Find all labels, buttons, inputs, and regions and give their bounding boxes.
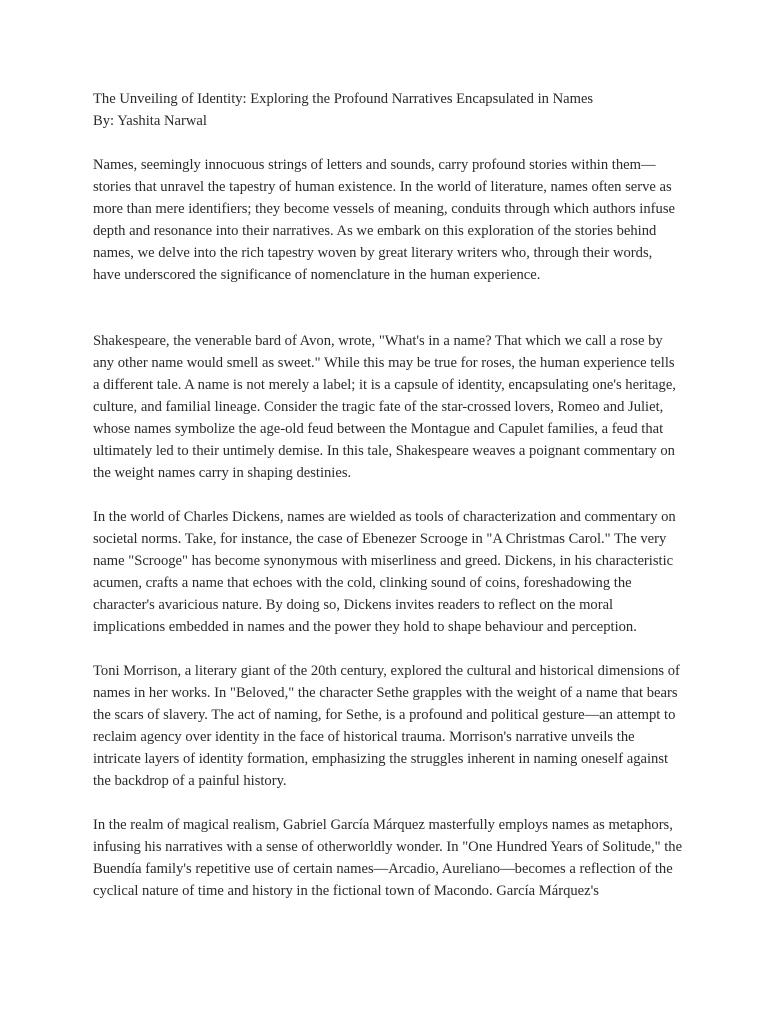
paragraph-dickens: In the world of Charles Dickens, names are wielded as tools of characterization and commentary on societal norms. Take, for instance, the case of Ebenezer Scrooge in "A Christmas Carol." The very name "Scrooge" has become synonymous with miserliness and greed. Dickens, in his characteristic acumen, crafts a name that echoes with the cold, clinking sound of coins, foreshadowing the character's avaricious nature. By doing so, Dickens invites readers to reflect on the moral implications embedded in names and the power they hold to shape behaviour and perception. bbox=[93, 509, 676, 635]
paragraph-intro: Names, seemingly innocuous strings of letters and sounds, carry profound stories within them—stories that unravel the tapestry of human existence. In the world of literature, names often serve as more than mere identifiers; they become vessels of meaning, conduits through which authors infuse depth and resonance into their narratives. As we embark on this exploration of the stories behind names, we delve into the rich tapestry woven by great literary writers who, through their words, have underscored the significance of nomenclature in the human experience. bbox=[93, 157, 675, 283]
paragraph-shakespeare: Shakespeare, the venerable bard of Avon, wrote, "What's in a name? That which we call a rose by any other name would smell as sweet." While this may be true for roses, the human experience tells a different tale. A name is not merely a label; it is a capsule of identity, encapsulating one's heritage, culture, and familial lineage. Consider the tragic fate of the star-crossed lovers, Romeo and Juliet, whose names symbolize the age-old feud between the Montague and Capulet families, a feud that ultimately led to their untimely demise. In this tale, Shakespeare weaves a poignant commentary on the weight names carry in shaping destinies. bbox=[93, 333, 676, 481]
document-page bbox=[93, 88, 683, 924]
paragraph-morrison: Toni Morrison, a literary giant of the 20th century, explored the cultural and historical dimensions of names in her works. In "Beloved," the character Sethe grapples with the weight of a name that bears the scars of slavery. The act of naming, for Sethe, is a profound and political gesture—an attempt to reclaim agency over identity in the face of historical trauma. Morrison's narrative unveils the intricate layers of identity formation, emphasizing the struggles inherent in naming oneself against the backdrop of a painful history. bbox=[93, 663, 680, 789]
document-byline: By: Yashita Narwal bbox=[93, 113, 207, 129]
paragraph-garcia-marquez: In the realm of magical realism, Gabriel García Márquez masterfully employs names as metaphors, infusing his narratives with a sense of otherworldly wonder. In "One Hundred Years of Solitude," the Buendía family's repetitive use of certain names—Arcadio, Aureliano—becomes a reflection of the cyclical nature of time and history in the fictional town of Macondo. García Márquez's bbox=[93, 817, 683, 899]
title-block bbox=[93, 88, 683, 132]
document-title: The Unveiling of Identity: Exploring the Profound Narratives Encapsulated in Names bbox=[93, 91, 594, 107]
